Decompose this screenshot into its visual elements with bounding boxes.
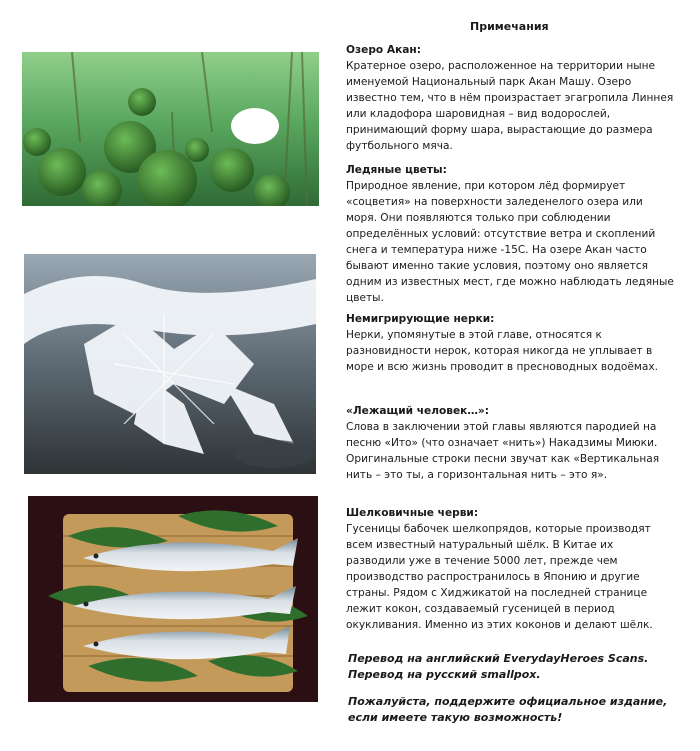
note-text: Природное явление, при котором лёд формирует «соцветия» на поверхности заледенелого озера или моря. Они появляются только при соблюдении определённых условий: отсутствие ветра и скоплений снега и температура ниже -15С. На озере Акан часто бывают именно такие условия, поэтому оно является одним из известных мест, где можно наблюдать ледяные цветы. [346, 180, 674, 304]
note-song-parody [346, 403, 676, 483]
note-sockeye [346, 311, 676, 375]
support-line-1: Пожалуйста, поддержите официальное издание, [348, 695, 668, 708]
note-heading: Ледяные цветы: [346, 164, 447, 176]
note-heading: «Лежащий человек…»: [346, 405, 490, 417]
note-text: Гусеницы бабочек шелкопрядов, которые производят всем известный натуральный шёлк. В Китае их разводили уже в течение 5000 лет, прежде чем производство распространилось в Японию и другие страны. Рядом с Хиджикатой на последней странице лежит кокон, создаваемый гусеницей в период окукливания. Именно из этих коконов и делают шёлк. [346, 523, 653, 631]
support-line-2: если имеете такую возможность! [348, 711, 563, 724]
lake-akan-marimo-photo [22, 52, 319, 206]
note-text: Слова в заключении этой главы являются пародией на песню «Ито» (что означает «нить») Накадзимы Миюки. Оригинальные строки песни звучат как «Вертикальная нить – это ты, а горизонтальная нить – это я». [346, 421, 660, 481]
note-silkworms [346, 505, 676, 633]
note-text: Нерки, упомянутые в этой главе, относятся к разновидности нерок, которая никогда не уплывает в море и всю жизнь проводит в пресноводных водоёмах. [346, 329, 659, 373]
note-lake-akan [346, 42, 676, 154]
credit-english: Перевод на английский EverydayHeroes Scans. [348, 652, 649, 665]
note-ice-flowers [346, 162, 676, 306]
ice-flowers-photo [24, 254, 316, 474]
note-text: Кратерное озеро, расположенное на территории ныне именуемой Национальный парк Акан Машу. Озеро известно тем, что в нём произрастает эгагропила Линнея или кладофора шаровидная – вид водорослей, принимающий форму шара, вырастающие до размера футбольного мяча. [346, 60, 674, 152]
credit-russian: Перевод на русский smallpox. [348, 668, 541, 681]
page-title: Примечания [470, 20, 549, 33]
sockeye-fish-basket-photo [28, 496, 318, 702]
note-heading: Озеро Акан: [346, 44, 421, 56]
translation-credits [348, 651, 678, 683]
support-message [348, 694, 678, 726]
note-heading: Шелковичные черви: [346, 507, 479, 519]
note-heading: Немигрирующие нерки: [346, 313, 495, 325]
